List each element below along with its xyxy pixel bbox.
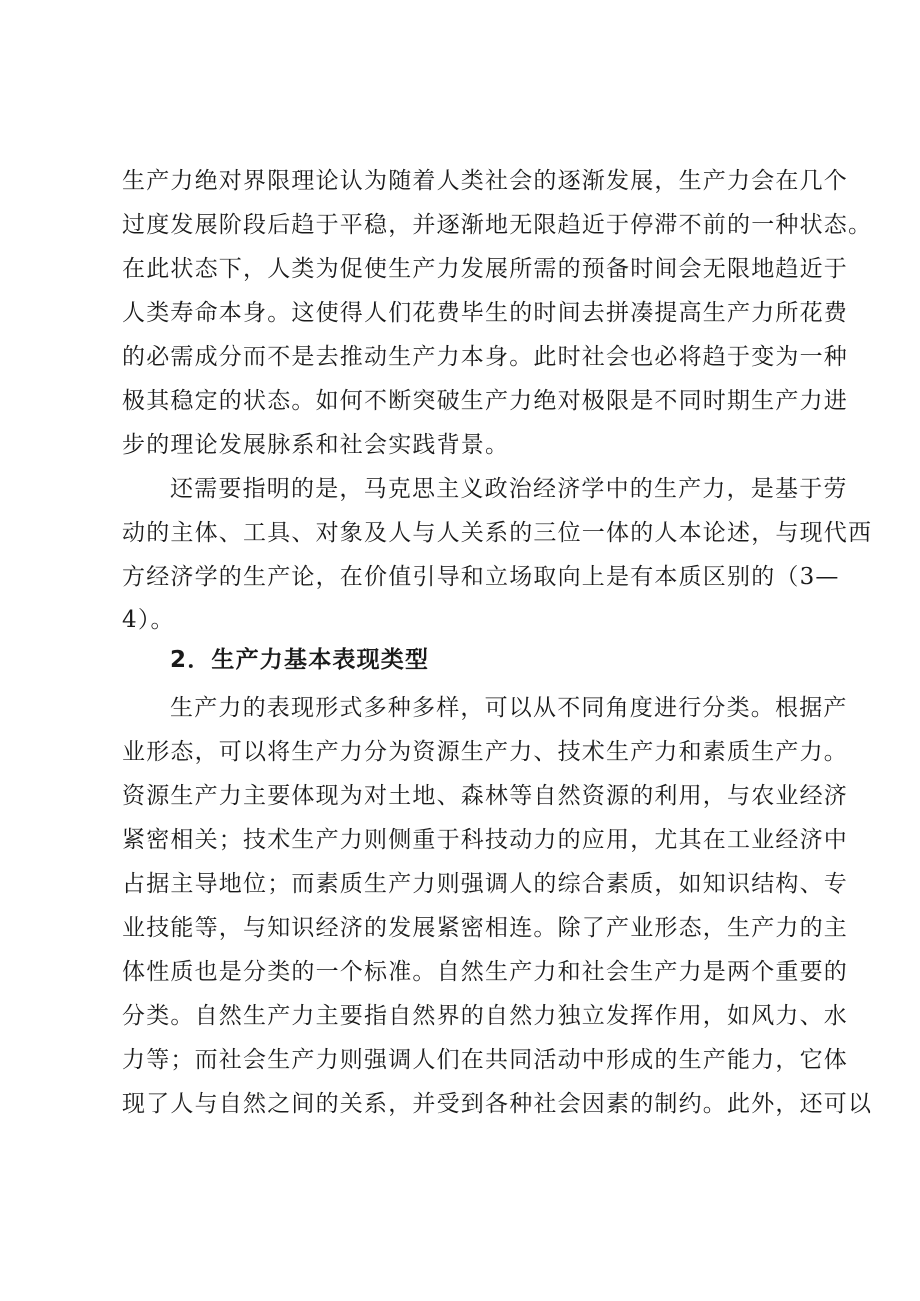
paragraph-2-line-1: 还需要指明的是，马克思主义政治经济学中的生产力，是基于劳 (170, 476, 848, 502)
paragraph-3-line-8: 分类。自然生产力主要指自然界的自然力独立发挥作用，如风力、水 (122, 1003, 848, 1029)
paragraph-3-line-7: 体性质也是分类的一个标准。自然生产力和社会生产力是两个重要的 (122, 959, 848, 985)
paragraph-2-line-3: 方经济学的生产论，在价值引导和立场取向上是有本质区别的（3— (122, 564, 840, 590)
paragraph-3-line-2: 业形态，可以将生产力分为资源生产力、技术生产力和素质生产力。 (122, 739, 848, 765)
paragraph-3-line-6: 业技能等，与知识经济的发展紧密相连。除了产业形态，生产力的主 (122, 915, 848, 941)
paragraph-1-line-5: 的必需成分而不是去推动生产力本身。此时社会也必将趋于变为一种 (122, 344, 848, 370)
paragraph-1-line-7: 步的理论发展脉系和社会实践背景。 (122, 432, 510, 458)
paragraph-1-line-6: 极其稳定的状态。如何不断突破生产力绝对极限是不同时期生产力进 (122, 388, 848, 414)
paragraph-3-line-3: 资源生产力主要体现为对土地、森林等自然资源的利用，与农业经济 (122, 783, 848, 809)
paragraph-3-line-5: 占据主导地位；而素质生产力则强调人的综合素质，如知识结构、专 (122, 871, 848, 897)
paragraph-3-line-1: 生产力的表现形式多种多样，可以从不同角度进行分类。根据产 (170, 695, 848, 721)
paragraph-2-line-4: 4）。 (122, 607, 175, 633)
paragraph-3-line-10: 现了人与自然之间的关系，并受到各种社会因素的制约。此外，还可以 (122, 1091, 873, 1117)
paragraph-1-line-1: 生产力绝对界限理论认为随着人类社会的逐渐发展，生产力会在几个 (122, 168, 848, 194)
section-heading: 2．生产力基本表现类型 (170, 647, 430, 673)
paragraph-2-line-2: 动的主体、工具、对象及人与人关系的三位一体的人本论述，与现代西 (122, 520, 873, 546)
paragraph-1-line-2: 过度发展阶段后趋于平稳，并逐渐地无限趋近于停滞不前的一种状态。 (122, 212, 873, 238)
paragraph-3-line-4: 紧密相关；技术生产力则侧重于科技动力的应用，尤其在工业经济中 (122, 827, 848, 853)
paragraph-1-line-3: 在此状态下，人类为促使生产力发展所需的预备时间会无限地趋近于 (122, 256, 848, 282)
paragraph-1-line-4: 人类寿命本身。这使得人们花费毕生的时间去拼凑提高生产力所花费 (122, 300, 848, 326)
paragraph-3-line-9: 力等；而社会生产力则强调人们在共同活动中形成的生产能力，它体 (122, 1047, 848, 1073)
